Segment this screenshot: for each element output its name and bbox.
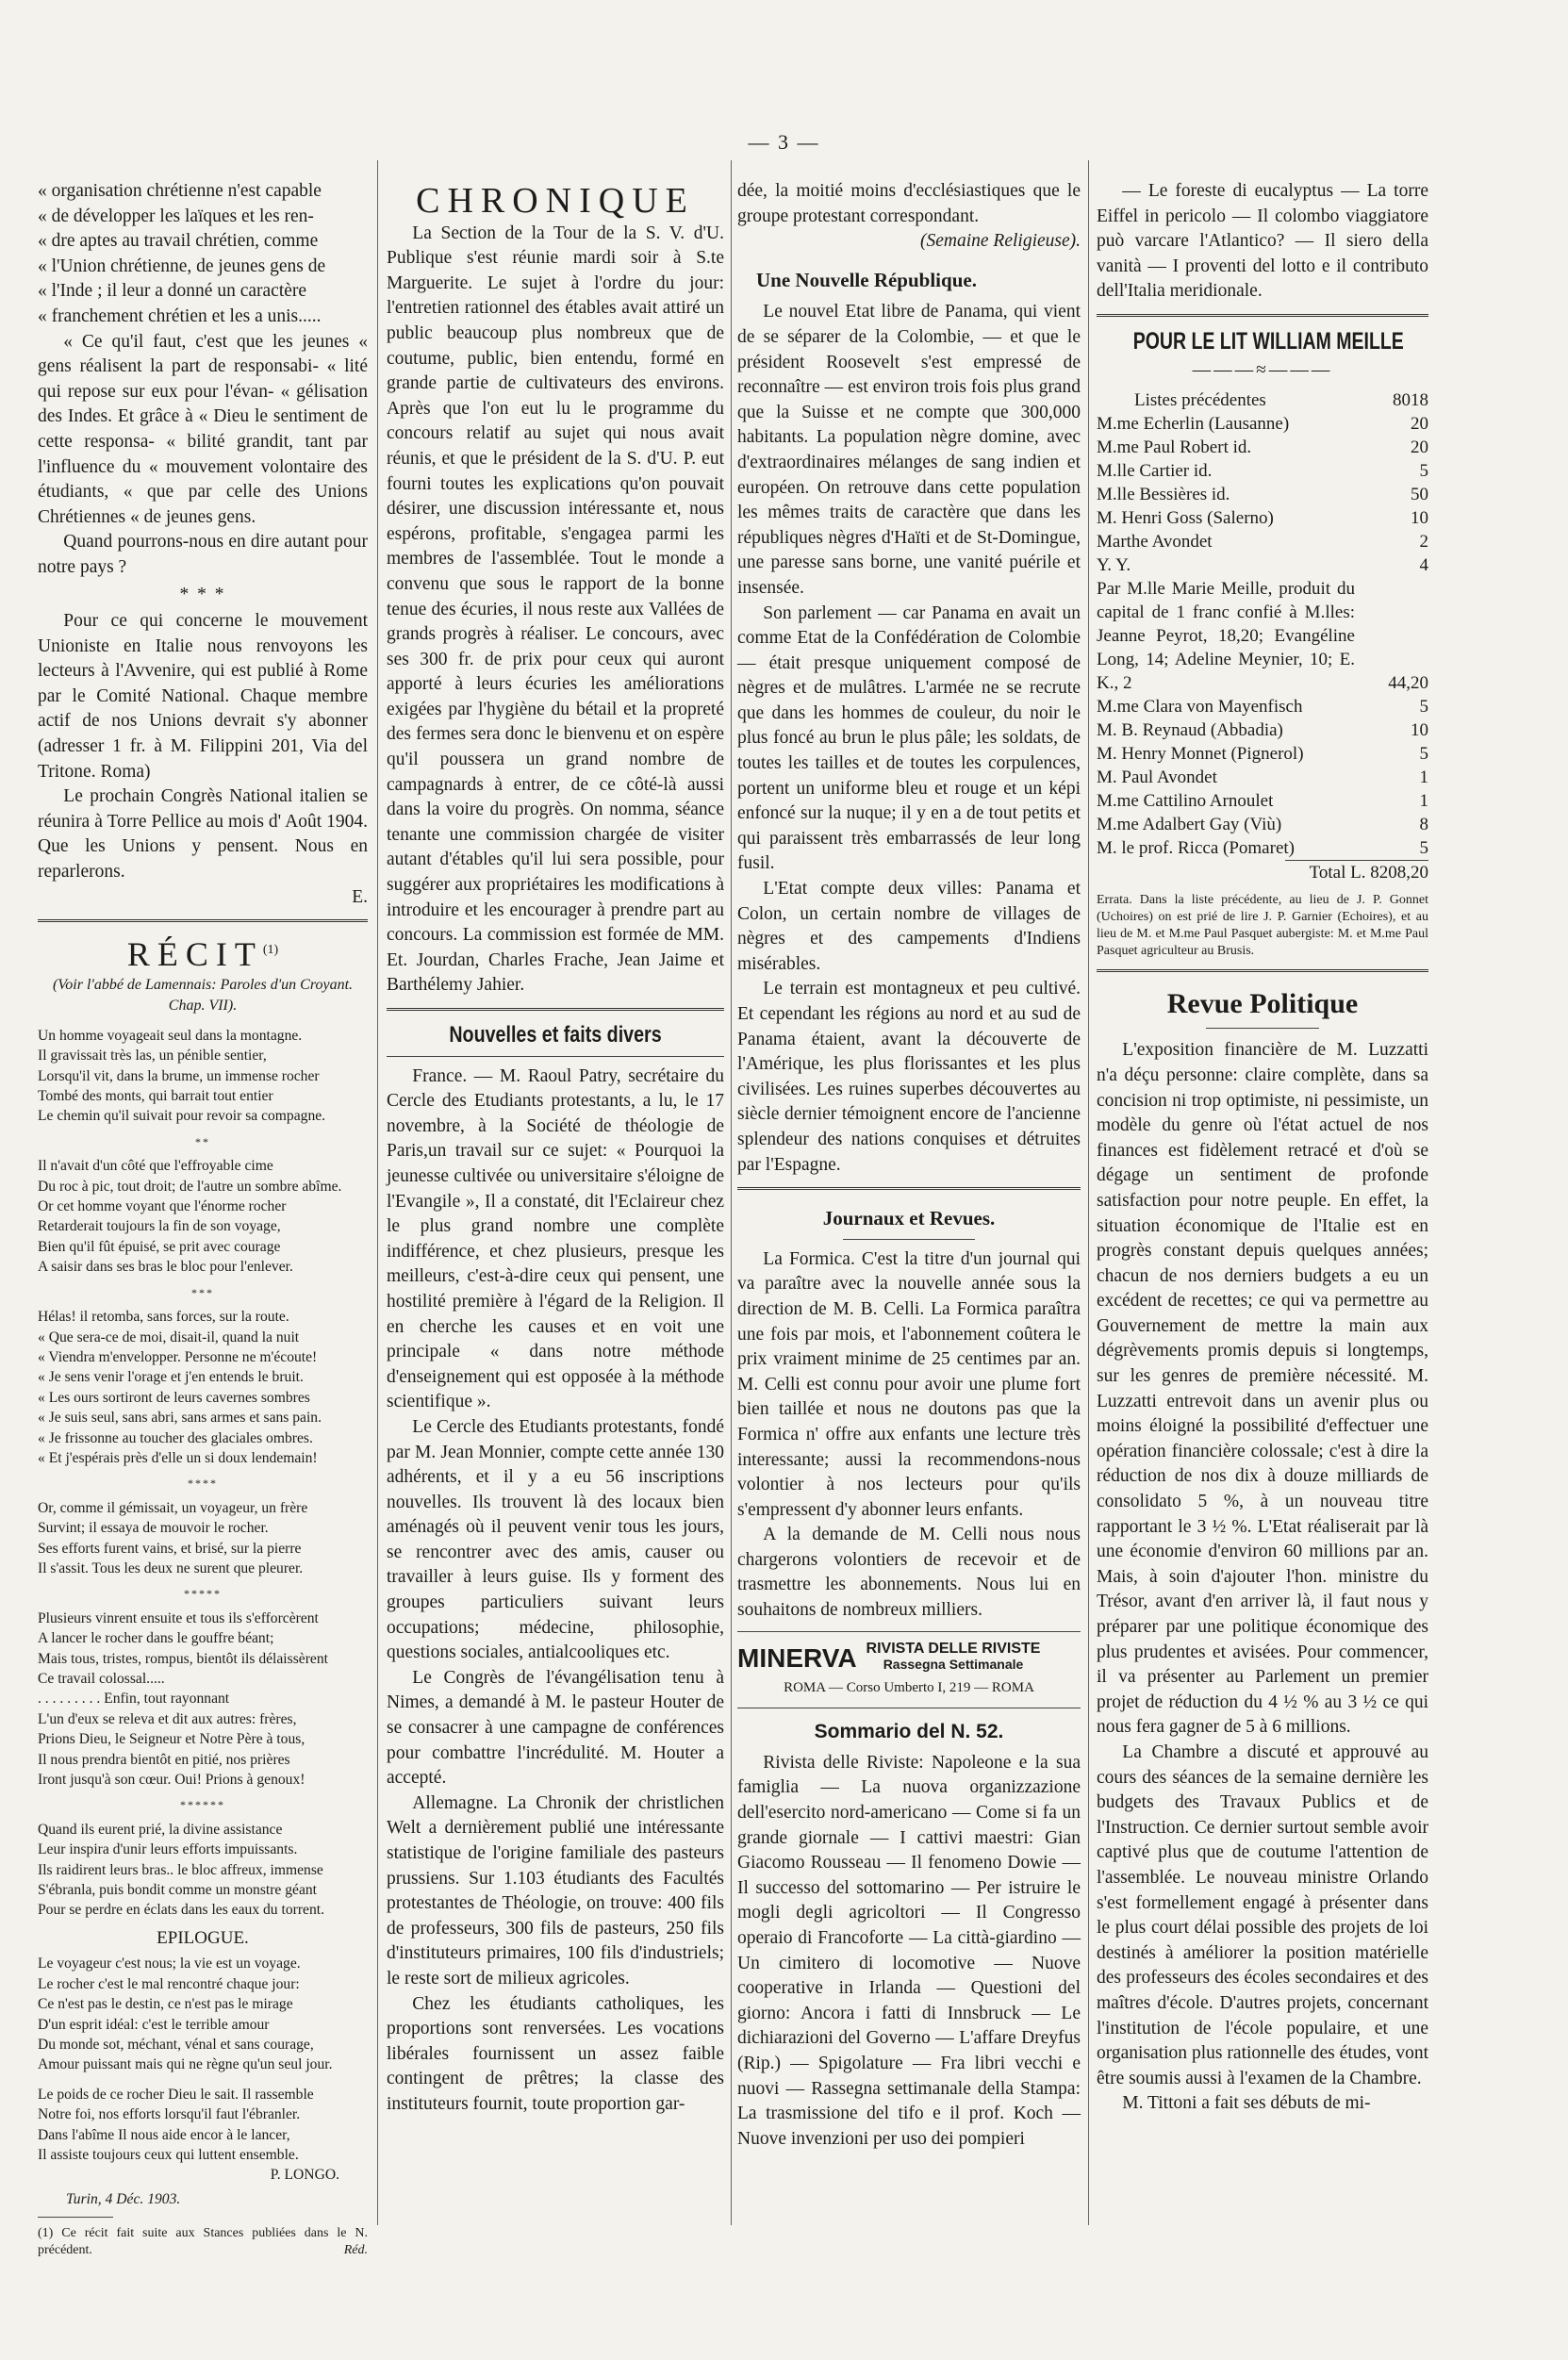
minerva-masthead (737, 1642, 1081, 1672)
poem-line: Il s'assit. Tous les deux ne surent que pleurer. (38, 1560, 304, 1576)
stanza-separator: ***** (184, 1587, 222, 1601)
poem-line: Leur inspira d'unir leurs efforts impuissants. (38, 1841, 298, 1858)
footnote-signature: Réd. (343, 2243, 368, 2258)
paragraph: France. — M. Raoul Patry, secrétaire du Cercle des Etudiants protestants, a lu, le 17 novembre, à la Société de théologie de Paris,un travail sur ce sujet: « Pourquoi la jeunesse cultivée ou universitaire s'éloigne de l'Evangile », Il a constaté, dit l'Eclaireur chez le plus grand nombre une complète indifférence, et chez plusieurs, presque les meilleurs, c'est-à-dire ceux qui pensent, une hostilité première à l'égard de la Religion. Il en cherche les causes et en voit une principale « dans notre méthode d'enseignement qui est opposée à la méthode scientifique ». (387, 1065, 724, 1412)
poem-line: L'un d'eux se releva et dit aux autres: frères, (38, 1710, 297, 1727)
poem-line: Le chemin qu'il suivait pour revoir sa compagne. (38, 1108, 326, 1125)
stanza (38, 1307, 368, 1468)
errata: Errata. Dans la liste précédente, au lieu de J. P. Gonnet (Uchoires) on est prié de lire J. P. Garnier (Echoires), et au lieu de M. et M.me Paul Pasquet aubergiste: M. et M.me Paul Pasquet agriculteur au Brusis. (1097, 892, 1428, 958)
list-row: M. Henry Monnet (Pignerol) 5 (1097, 744, 1428, 765)
minerva-address: ROMA — Corso Umberto I, 219 — ROMA (784, 1679, 1034, 1695)
paragraph: Le nouvel Etat libre de Panama, qui vient de se séparer de la Colombie, — et que le président Roosevelt s'est empressé de reconnaître — est environ trois fois plus grand que la Suisse et ne compte que 300,000 habitants. La population nègre domine, avec d'extraordinaires mélanges de sang indien et européen. On retrouve dans cette population les mêmes traits de caractère que dans les républiques nègres d'Haïti et de St-Domingue, une paresse sans borne, une vanité puérile et insensée. (737, 302, 1081, 598)
paragraph: L'exposition financière de M. Luzzatti n'a déçu personne: claire complète, dans sa concision ni trop optimiste, ni pessimiste, un modèle du genre où l'état actuel de nos finances est fidèlement retracé et d'où se dégage un sentiment de profonde satisfaction pour notre peuple. En effet, la situation économique de l'Italie est en progrès constant depuis quelques années; chacun de nos derniers budgets a eu un excédent de recettes; ce qui va permettre au Gouvernement de mettre la main aux dégrèvements promis depuis si longtemps, sur les genres de première nécessité. M. Luzzatti entrevoit dans un avenir plus ou moins éloigné la possibilité d'effectuer une opération financière colossale; c'est à dire la réduction de nos dix à douze milliards de consolidato 5 %, à un nouveau titre rapportant le 3 ½ %. L'Etat réaliserait par là une économie d'environ 60 millions par an. Mais, à soin d'ajouter l'hon. ministre du Trésor, avant d'en arriver là, il faut nous y préparer par une politique économique des plus prudentes et avisées. Pour commencer, il va présenter au Parlement un premier projet de réduction du 4 ½ % au 3 ½ ce qui nous fera gagner de 5 à 6 millions. (1097, 1040, 1428, 1738)
epilogue-title: EPILOGUE. (157, 1927, 249, 1948)
column-1 (38, 179, 368, 2259)
quote-line: « de développer les laïques et les ren- (38, 206, 314, 226)
source-credit: (Semaine Religieuse). (919, 231, 1081, 252)
poem-line: « Je frissonne au toucher des glaciales ombres. (38, 1429, 313, 1446)
poem-line: Dans l'abîme Il nous aide encor à le lancer, (38, 2126, 290, 2143)
quote-line: « dre aptes au travail chrétien, comme (38, 231, 319, 252)
stanza-separator: ** (195, 1134, 210, 1148)
section-rule (38, 919, 368, 925)
poem-line: « Viendra m'envelopper. Personne ne m'écoute! (38, 1348, 318, 1365)
chronique-title: CHRONIQUE (416, 181, 695, 221)
column-2 (387, 179, 724, 2118)
paragraph: La Section de la Tour de la S. V. d'U. Publique s'est réunie mardi soir à S.te Marguerite. Le sujet à l'ordre du jour: l'entretien rationnel des étables avait attiré un public beaucoup plus nombreux que de coutume, public, bien entendu, formé en grande partie de cultivateurs des environs. Après que l'on eut lu le programme du concours relatif au sujet qui nous avait réunis, et que le président de la S. d'U. P. eut fourni toutes les explications qu'on pouvait désirer, une discussion intéressante et, nous espérons, profitable, s'engagea parmi les membres de l'assemblée. Tout le monde a convenu que sous le rapport de la bonne tenue des écuries, il nous reste aux Vallées de grands progrès à réaliser. Le concours, avec ses 300 fr. de prix pour ceux qui auront apporté à leurs écuries les améliorations exigées par l'hygiène du bétail et la propreté des fermes sera donc le bienvenu et on espère qu'il poussera un grand nombre de campagnards à entrer, de ce côté-là aussi dans la voire du progrès. On nomma, séance tenante une commission chargée de visiter autant d'étables qu'il lui sera possible, pour suggérer aux propriétaires les modifications à introduire et les encourager à prendre part au concours. La commission est formée de MM. Et. Jourdan, Charles Frache, Jean Jaime et Barthélemy Jahier. (387, 223, 724, 996)
column-rule (1088, 160, 1089, 2225)
section-rule (387, 1056, 724, 1057)
poem-line: Il n'avait d'un côté que l'effroyable cime (38, 1158, 273, 1175)
column-rule (731, 160, 732, 2225)
poem-line: Or cet homme voyant que l'énorme rocher (38, 1198, 287, 1215)
poem-line: D'un esprit idéal: c'est le terrible amour (38, 2016, 270, 2033)
poem-line: Tombé des monts, qui barrait tout entier (38, 1088, 273, 1105)
poem-line: Le voyageur c'est nous; la vie est un voyage. (38, 1956, 301, 1972)
paragraph: Le prochain Congrès National italien se réunira à Torre Pellice au mois d' Août 1904. Que les Unions y pensent. Nous en reparlerons. (38, 786, 368, 883)
paragraph: M. Tittoni a fait ses débuts de mi- (1122, 2093, 1371, 2114)
stanza (38, 1156, 368, 1277)
paragraph: Allemagne. La Chronik der christlichen Welt a dernièrement publié une intéressante statistique de l'origine familiale des pasteurs prussiens. Sur 1.103 étudiants des Facultés protestantes de Théologie, on trouve: 400 fils de professeurs, 300 fils de pasteurs, 250 fils d'instituteurs primaires, 100 fils d'industriels; le reste sort de milieux agricoles. (387, 1792, 724, 1989)
stanza (38, 1609, 368, 1791)
sommario-title: Sommario del N. 52. (814, 1721, 1004, 1743)
stanza (38, 2085, 368, 2166)
paragraph: Son parlement — car Panama en avait un comme Etat de la Confédération de Colombie — était presque uniquement composé de nègres et de mulâtres. L'armée ne se recrute que dans les hommes de couleur, du noir le plus foncé au brun le plus pâle; les soldats, de toutes les tailles et de toutes les corpulences, portent un uniforme bleu et rouge et un képi enfoncé sur la nuque; il y en a de tout petits et qui paraissent très embarrassés de leur long fusil. (737, 602, 1081, 874)
poem-line: Amour puissant mais qui ne règne qu'un seul jour. (38, 2056, 333, 2073)
poem-line: Bien qu'il fût épuisé, se prit avec courage (38, 1238, 281, 1255)
stanza-separator: **** (188, 1477, 218, 1491)
section-heading: Journaux et Revues. (822, 1207, 996, 1230)
poem-line: « Et j'espérais près d'elle un si doux lendemain! (38, 1449, 318, 1466)
list-row: M.me Clara von Mayenfisch 5 (1097, 697, 1428, 718)
list-row: Marthe Avondet 2 (1097, 532, 1428, 553)
list-row: M.me Paul Robert id. 20 (1097, 437, 1428, 458)
poem-line: Il nous prendra bientôt en pitié, nos prières (38, 1751, 290, 1768)
epigraph: (Voir l'abbé de Lamennais: Paroles d'un Croyant. Chap. VII). (52, 976, 354, 1014)
poem-line: . . . . . . . . . Enfin, tout rayonnant (38, 1691, 230, 1708)
footnote-text: (1) Ce récit fait suite aux Stances publiées dans le N. précédent. (38, 2226, 368, 2258)
paragraph: Chez les étudiants catholiques, les proportions sont renversées. Les vocations libérales fournissent un assez faible contingent de prêtres; la classe des instituteurs fournit, toute proportion gar- (387, 1993, 724, 2114)
poem-line: Ses efforts furent vains, et brisé, sur la pierre (38, 1540, 302, 1557)
stanza (38, 1820, 368, 1921)
column-4 (1097, 179, 1428, 2117)
poem-line: Un homme voyageait seul dans la montagne. (38, 1027, 303, 1044)
poem-line: Iront jusqu'à son cœur. Oui! Prions à genoux! (38, 1772, 305, 1789)
paragraph: Le terrain est montagneux et peu cultivé. Et cependant les régions au nord et au sud de Panama étaient, avant la découverte de l'Amérique, les plus florissantes et les plus civilisées. Les ruines superbes découvertes au siècle dernier témoignent encore de l'ancienne splendeur des nations conquises et détruites par l'Espagne. (737, 979, 1081, 1175)
poem-signature: P. LONGO. (270, 2167, 339, 2184)
poem-line: Survint; il essaya de mouvoir le rocher. (38, 1520, 269, 1537)
ornament: ———≈——— (1192, 359, 1333, 380)
footnote-rule (38, 2217, 113, 2218)
poem-line: « Je suis seul, sans abri, sans armes et sans pain. (38, 1410, 322, 1427)
section-rule (843, 1239, 975, 1240)
section-heading: Revue Politique (1166, 987, 1359, 1019)
poem-line: Prions Dieu, le Seigneur et Notre Père à tous, (38, 1731, 305, 1748)
poem-line: Notre foi, nos efforts lorsqu'il faut l'ébranler. (38, 2106, 301, 2123)
stanza (38, 1498, 368, 1579)
minerva-title: MINERVA (737, 1643, 857, 1674)
section-rule (387, 1008, 724, 1014)
place-date: Turin, 4 Déc. 1903. (66, 2190, 181, 2207)
poem-line: Quand ils eurent prié, la divine assistance (38, 1821, 283, 1838)
poem-line: Retarderait toujours la fin de son voyage, (38, 1218, 281, 1235)
poem-line: « Que sera-ce de moi, disait-il, quand la nuit (38, 1329, 300, 1345)
poem-line: « Les ours sortiront de leurs cavernes sombres (38, 1389, 310, 1406)
footnote-marker: (1) (262, 943, 279, 958)
section-rule (1097, 314, 1428, 320)
signature: E. (352, 886, 368, 907)
stanza (38, 1026, 368, 1127)
poem-line: Il assiste toujours ceux qui luttent ensemble. (38, 2146, 299, 2163)
poem-line: Du roc à pic, tout droit; de l'autre un sombre abîme. (38, 1178, 342, 1195)
section-rule (1206, 1028, 1319, 1029)
list-row: M.me Adalbert Gay (Viù) 8 (1097, 815, 1428, 835)
poem-line: Ils raidirent leurs bras.. le bloc affreux, immense (38, 1861, 323, 1878)
column-3 (737, 179, 1081, 2152)
section-heading: Une Nouvelle République. (756, 268, 977, 291)
paragraph: L'Etat compte deux villes: Panama et Colon, un certain nombre de villages de nègres et des campements d'Indiens misérables. (737, 879, 1081, 974)
paragraph: dée, la moitié moins d'ecclésiastiques que le groupe protestant correspondant. (737, 181, 1081, 226)
poem-line: Plusieurs vinrent ensuite et tous ils s'efforcèrent (38, 1609, 319, 1626)
paragraph: Le Cercle des Etudiants protestants, fondé par M. Jean Monnier, compte cette année 130 adhérents, et il y a eu 56 inscriptions nouvelles. Ils trouvent là des locaux bien aménagés où il peuvent venir tous les jours, se rencontrer avec des amis, causer ou travailler à leurs guise. Ils y forment des groupes particuliers suivant leurs occupations; médecine, philosophie, questions sociales, antialcooliques etc. (387, 1416, 724, 1663)
poem-line: Le rocher c'est le mal rencontré chaque jour: (38, 1975, 300, 1992)
stanza (38, 1954, 368, 2074)
page-number: — 3 — (748, 130, 820, 154)
poem-line: Du monde sot, méchant, vénal et sans courage, (38, 2036, 314, 2053)
poem-line: Ce n'est pas le destin, ce n'est pas le mirage (38, 1996, 293, 2013)
poem-line: « Je sens venir l'orage et j'en entends le bruit. (38, 1369, 304, 1386)
section-rule (737, 1187, 1081, 1193)
list-row: M.lle Bessières id. 50 (1097, 485, 1428, 505)
paragraph: Rivista delle Riviste: Napoleone e la sua famiglia — La nuova organizzazione dell'esercito nord-americano — Come si fa un grande giornale — I cattivi maestri: Gian Giacomo Rousseau — Il fenomeno Dowie — Il successo del sottomarino — Per istruire le mogli degli agricoltori — Il Congresso operaio di Francoforte — La città-giardino — Un cimitero di locomotive — Nuove cooperative in Irlanda — Questioni del giorno: Ancora i fatti di Innsbruck — Le dichiarazioni del Governo — L'affare Dreyfus (Rip.) — Spigolature — Fra libri vecchi e nuovi — Rassegna settimanale della Stampa: La trasmissione del tifo e il prof. Koch — Nuove invenzioni per uso dei pompieri (737, 1752, 1081, 2149)
list-total: Total L. 8208,20 (1285, 860, 1428, 886)
quote-continuation (38, 179, 368, 330)
list-row: M.lle Cartier id. 5 (1097, 461, 1428, 482)
list-row: M. Henri Goss (Salerno) 10 (1097, 508, 1428, 529)
poem-line: Or, comme il gémissait, un voyageur, un frère (38, 1499, 308, 1516)
poem-line: A lancer le rocher dans le gouffre béant; (38, 1630, 274, 1647)
poem-line: Pour se perdre en éclats dans les eaux du torrent. (38, 1902, 324, 1919)
section-rule (1097, 969, 1428, 975)
poem-line: A saisir dans ses bras le bloc pour l'enlever. (38, 1259, 293, 1276)
paragraph: La Chambre a discuté et approuvé au cours des séances de la semaine dernière les budgets des Travaux Publics et de l'Instruction. Ce dernier surtout semble avoir captivé plus que de coutume l'attention de l'assemblée. Le nouveau ministre Orlando s'est formellement engagé à présenter dans le plus court délai possible des projets de loi destinés à améliorer la position matérielle des professeurs des écoles secondaires et des maîtres d'école. D'autres projets, concernant l'institution de l'école populaire, et une organisation plus rationnelle des études, vont être soumis aussi à l'examen de la Chambre. (1097, 1741, 1428, 2088)
footnote (38, 2225, 368, 2259)
poem-line: Le poids de ce rocher Dieu le sait. Il rassemble (38, 2086, 314, 2103)
recit-title: RÉCIT$^{(1)}$ (126, 935, 279, 974)
list-row: M. Paul Avondet 1 (1097, 767, 1428, 788)
stanza-separator: ****** (180, 1798, 225, 1812)
minerva-subtitle: RIVISTA DELLE RIVISTE Rassegna Settimanale (866, 1640, 1041, 1672)
poem-line: Il gravissait très las, un pénible sentier, (38, 1048, 267, 1064)
list-row: M. le prof. Ricca (Pomaret) 5 (1097, 838, 1428, 859)
poem-line: Hélas! il retomba, sans forces, sur la route. (38, 1309, 289, 1326)
list-row: M.me Echerlin (Lausanne) 20 (1097, 414, 1428, 435)
paragraph: Pour ce qui concerne le mouvement Unioniste en Italie nous renvoyons les lecteurs à l'Avvenire, qui est publié à Rome par le Comité National. Chaque membre actif de nos Unions devrait s'y abonner (adresser 1 fr. à M. Filippini 201, Via del Tritone. Roma) (38, 611, 368, 782)
list-row: M. B. Reynaud (Abbadia) 10 (1097, 720, 1428, 741)
section-heading: Nouvelles et faits divers (449, 1022, 662, 1048)
poem (38, 1026, 368, 2209)
poem-line: S'ébranla, puis bondit comme un monstre géant (38, 1882, 317, 1899)
quote-line: « franchement chrétien et les a unis..... (38, 305, 322, 326)
quote-line: « l'Inde ; il leur a donné un caractère (38, 281, 307, 302)
asterism: * * * (179, 584, 226, 604)
poem-line: Mais tous, tristes, rompus, bientôt ils délaissèrent (38, 1650, 328, 1667)
quote-line: « organisation chrétienne n'est capable (38, 181, 322, 201)
poem-line: Lorsqu'il vit, dans la brume, un immense rocher (38, 1067, 320, 1084)
paragraph: Quand pourrons-nous en dire autant pour notre pays ? (38, 532, 368, 577)
quote-line: « l'Union chrétienne, de jeunes gens de (38, 256, 326, 276)
list-row: Y. Y. 4 (1097, 555, 1428, 576)
stanza-separator: *** (191, 1285, 214, 1299)
paragraph: « Ce qu'il faut, c'est que les jeunes « gens réalisent la part de responsabi- « lité qui repose sur eux pour l'évan- « gélisation des Indes. Et grâce à « Dieu le sentiment de cette responsa- « bilité grandit, tant par l'influence du « mouvement volontaire des étudiants, « que par celle des Unions Chrétiennes « de jeunes gens. (38, 331, 368, 527)
paragraph: La Formica. C'est la titre d'un journal qui va paraître avec la nouvelle année sous la direction de M. B. Celli. La Formica paraîtra une fois par mois, et l'abonnement coûtera le prix vraiment minime de 25 centimes par an. M. Celli est connu pour avoir une plume fort bien taillée et nous ne doutons pas que la Formica n' offre aux enfants une lecture très interessante; aussi la recommendons-nous volontier à nos lecteurs pour qu'ils s'empressent d'y abonner leurs enfants. (737, 1248, 1081, 1520)
section-rule (737, 1631, 1081, 1632)
list-row: M.me Cattilino Arnoulet 1 (1097, 791, 1428, 812)
paragraph: — Le foreste di eucalyptus — La torre Eiffel in pericolo — Il colombo viaggiatore può varcare l'Atlantico? — Il siero della vanità — I proventi del lotto e il contributo dell'Italia meridionale. (1097, 181, 1428, 302)
subscription-list (1097, 388, 1428, 860)
paragraph: A la demande de M. Celli nous nous chargerons volontiers de recevoir et de trasmettre les abonnements. Nous lui en souhaitons de nombreux milliers. (737, 1525, 1081, 1621)
list-row: Par M.lle Marie Meille, produit du capital de 1 franc confié à M.lles: Jeanne Peyrot, 18,20; Evangéline Long, 14; Adeline Meynier, 10; E. K., 2 44,20 (1097, 579, 1428, 694)
paragraph: Le Congrès de l'évangélisation tenu à Nimes, a demandé à M. le pasteur Houter de se consacrer à une campagne de conférences pour combattre l'incrédulité. M. Houter a accepté. (387, 1667, 724, 1789)
list-row: Listes précédentes 8018 (1134, 390, 1428, 411)
column-rule (377, 160, 378, 2225)
poem-line: Ce travail colossal..... (38, 1671, 165, 1687)
section-heading: POUR LE LIT WILLIAM MEILLE (1132, 327, 1404, 355)
